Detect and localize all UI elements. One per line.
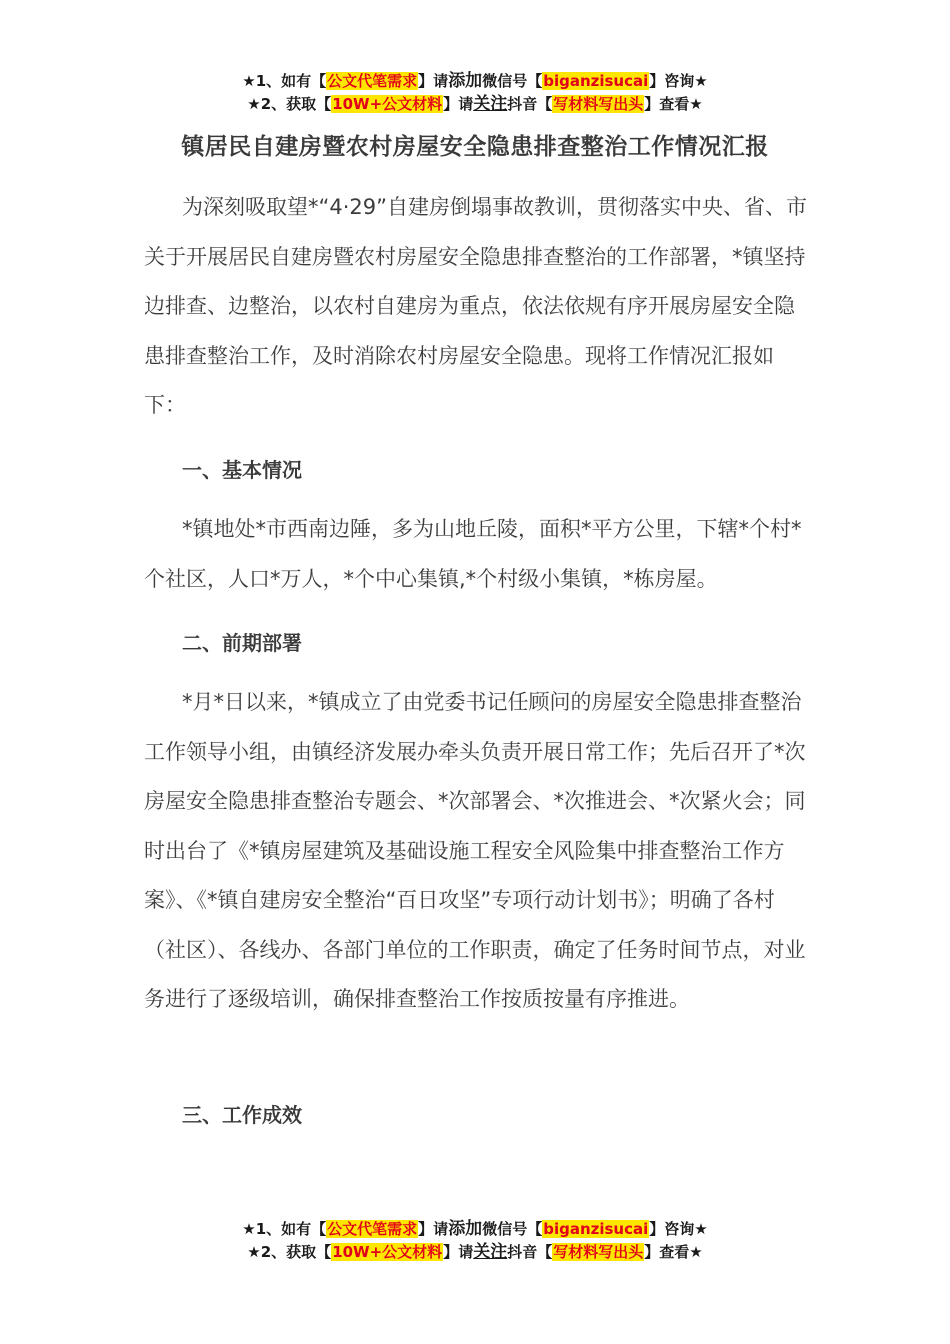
promo-highlight: 公文代笔需求 [327, 72, 418, 90]
promo-highlight: 写材料写出头 [553, 95, 644, 113]
promo-highlight: 写材料写出头 [553, 1243, 644, 1261]
promo-highlight: 公文代笔需求 [327, 1220, 418, 1238]
section-heading-1: 一、基本情况 [182, 458, 302, 482]
promo-banner-top [0, 70, 950, 116]
promo-banner-bottom [0, 1218, 950, 1264]
promo-line-1: ★1、如有【公文代笔需求】请添加微信号【biganzisucai】咨询★ [242, 71, 708, 91]
promo-highlight: biganzisucai [543, 72, 649, 90]
document-title: 镇居民自建房暨农村房屋安全隐患排查整治工作情况汇报 [181, 134, 769, 160]
section-2-paragraph: *月*日以来，*镇成立了由党委书记任顾问的房屋安全隐患排查整治工作领导小组，由镇经济发展办牵头负责开展日常工作；先后召开了*次房屋安全隐患排查整治专题会、*次部署会、*次推进会、*次紧火会；同时出台了《*镇房屋建筑及基础设施工程安全风险集中排查整治工作方案》、《*镇自建房安全整治“百日攻坚”专项行动计划书》；明确了各村（社区）、各线办、各部门单位的工作职责，确定了任务时间节点，对业务进行了逐级培训，确保排查整治工作按质按量有序推进。 [144, 690, 806, 1011]
promo-highlight: 10W+公文材料 [332, 95, 443, 113]
intro-paragraph: 为深刻吸取望*“4·29”自建房倒塌事故教训，贯彻落实中央、省、市关于开展居民自建房暨农村房屋安全隐患排查整治的工作部署，*镇坚持边排查、边整治，以农村自建房为重点，依法依规有序开展房屋安全隐患排查整治工作，及时消除农村房屋安全隐患。现将工作情况汇报如下： [144, 195, 808, 417]
promo-line-2: ★2、获取【10W+公文材料】请关注抖音【写材料写出头】查看★ [247, 94, 703, 114]
promo-highlight: 10W+公文材料 [332, 1243, 443, 1261]
promo-highlight: biganzisucai [543, 1220, 649, 1238]
section-heading-2: 二、前期部署 [182, 631, 302, 655]
section-heading-3: 三、工作成效 [182, 1103, 302, 1127]
promo-line-1: ★1、如有【公文代笔需求】请添加微信号【biganzisucai】咨询★ [242, 1219, 708, 1239]
promo-line-2: ★2、获取【10W+公文材料】请关注抖音【写材料写出头】查看★ [247, 1242, 703, 1262]
section-1-paragraph: *镇地处*市西南边陲，多为山地丘陵，面积*平方公里，下辖*个村*个社区，人口*万人，*个中心集镇,*个村级小集镇，*栋房屋。 [144, 517, 802, 591]
